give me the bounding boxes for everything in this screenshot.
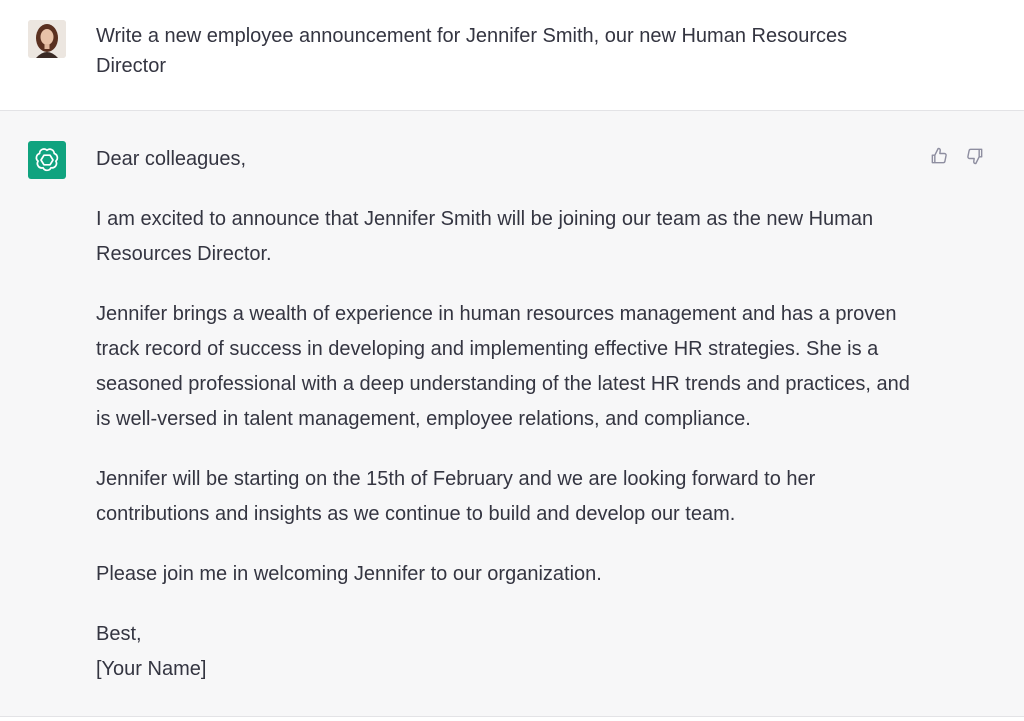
assistant-message-row [0,111,1024,717]
user-message-text: Write a new employee announcement for Jennifer Smith, our new Human Resources Director [96,25,848,77]
thumbs-up-button[interactable] [928,145,950,167]
feedback-controls [928,145,986,167]
user-avatar-photo-icon [28,20,66,58]
thumbs-down-icon [965,146,985,166]
signoff-text: Best, [96,623,142,645]
paragraph-start-date: Jennifer will be starting on the 15th of February and we are looking forward to her contributions and insights as we continue to build and develop our team. [96,468,816,525]
openai-logo-icon [34,147,60,173]
greeting-text: Dear colleagues, [96,148,247,170]
paragraph-welcome: Please join me in welcoming Jennifer to our organization. [96,563,602,585]
thumbs-up-icon [929,146,949,166]
assistant-avatar [28,141,66,179]
signature-text: [Your Name] [96,658,207,680]
user-avatar [28,20,66,58]
paragraph-experience: Jennifer brings a wealth of experience in human resources management and has a proven track record of success in developing and implementing effective HR strategies. She is a seasoned professional with a deep understanding of the latest HR trends and practices, and is well-versed in talent management, employee relations, and compliance. [96,303,910,430]
user-message-row [0,0,1024,111]
assistant-message-body [96,142,926,687]
paragraph-announcement: I am excited to announce that Jennifer Smith will be joining our team as the new Human Resources Director. [96,208,874,265]
thumbs-down-button[interactable] [964,145,986,167]
